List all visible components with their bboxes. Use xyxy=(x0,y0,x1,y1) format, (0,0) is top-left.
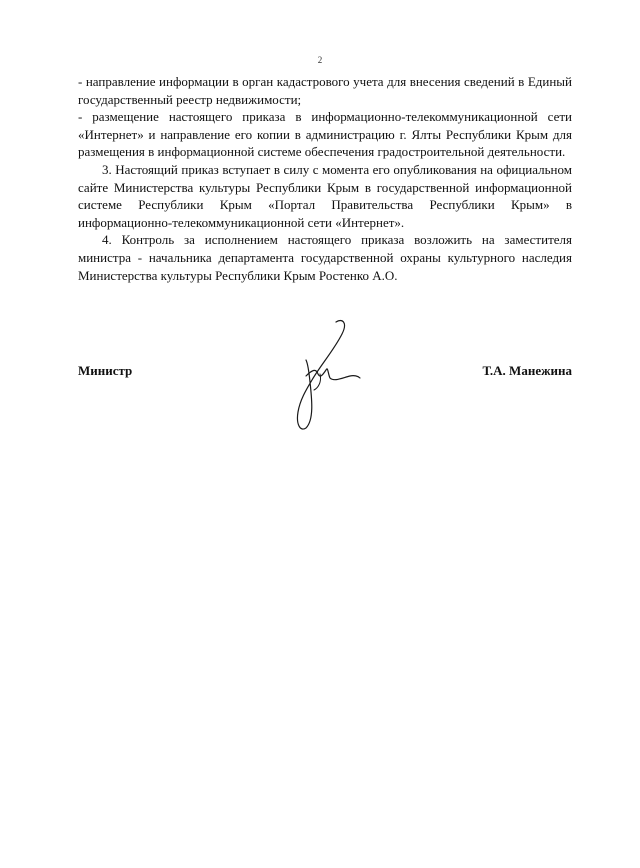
paragraph-effective-date: 3. Настоящий приказ вступает в силу с момента его опубликования на официальном сайте Министерства культуры Республики Крым в государственной информационной системе Республики Крым «Портал Правительства Республики Крым» в информационно-телекоммуникационной сети «Интернет». xyxy=(78,161,572,230)
paragraph-control: 4. Контроль за исполнением настоящего приказа возложить на заместителя министра - начальника департамента государственной охраны культурного наследия Министерства культуры Республики Крым Ростенко А.О. xyxy=(78,232,572,283)
position-title: Министр xyxy=(78,363,133,378)
page-number: 2 xyxy=(317,55,323,65)
paragraph-cadastral-info: - направление информации в орган кадастрового учета для внесения сведений в Единый государственный реестр недвижимости; xyxy=(78,74,572,107)
document-body xyxy=(78,73,572,284)
handwritten-signature-icon xyxy=(282,316,372,434)
paragraph-internet-publication: - размещение настоящего приказа в информационно-телекоммуникационной сети «Интернет» и направление его копии в администрацию г. Ялты Республики Крым для размещения в информационной системе обеспечения градостроительной деятельности. xyxy=(78,109,572,160)
signer-name: Т.А. Манежина xyxy=(482,363,572,378)
